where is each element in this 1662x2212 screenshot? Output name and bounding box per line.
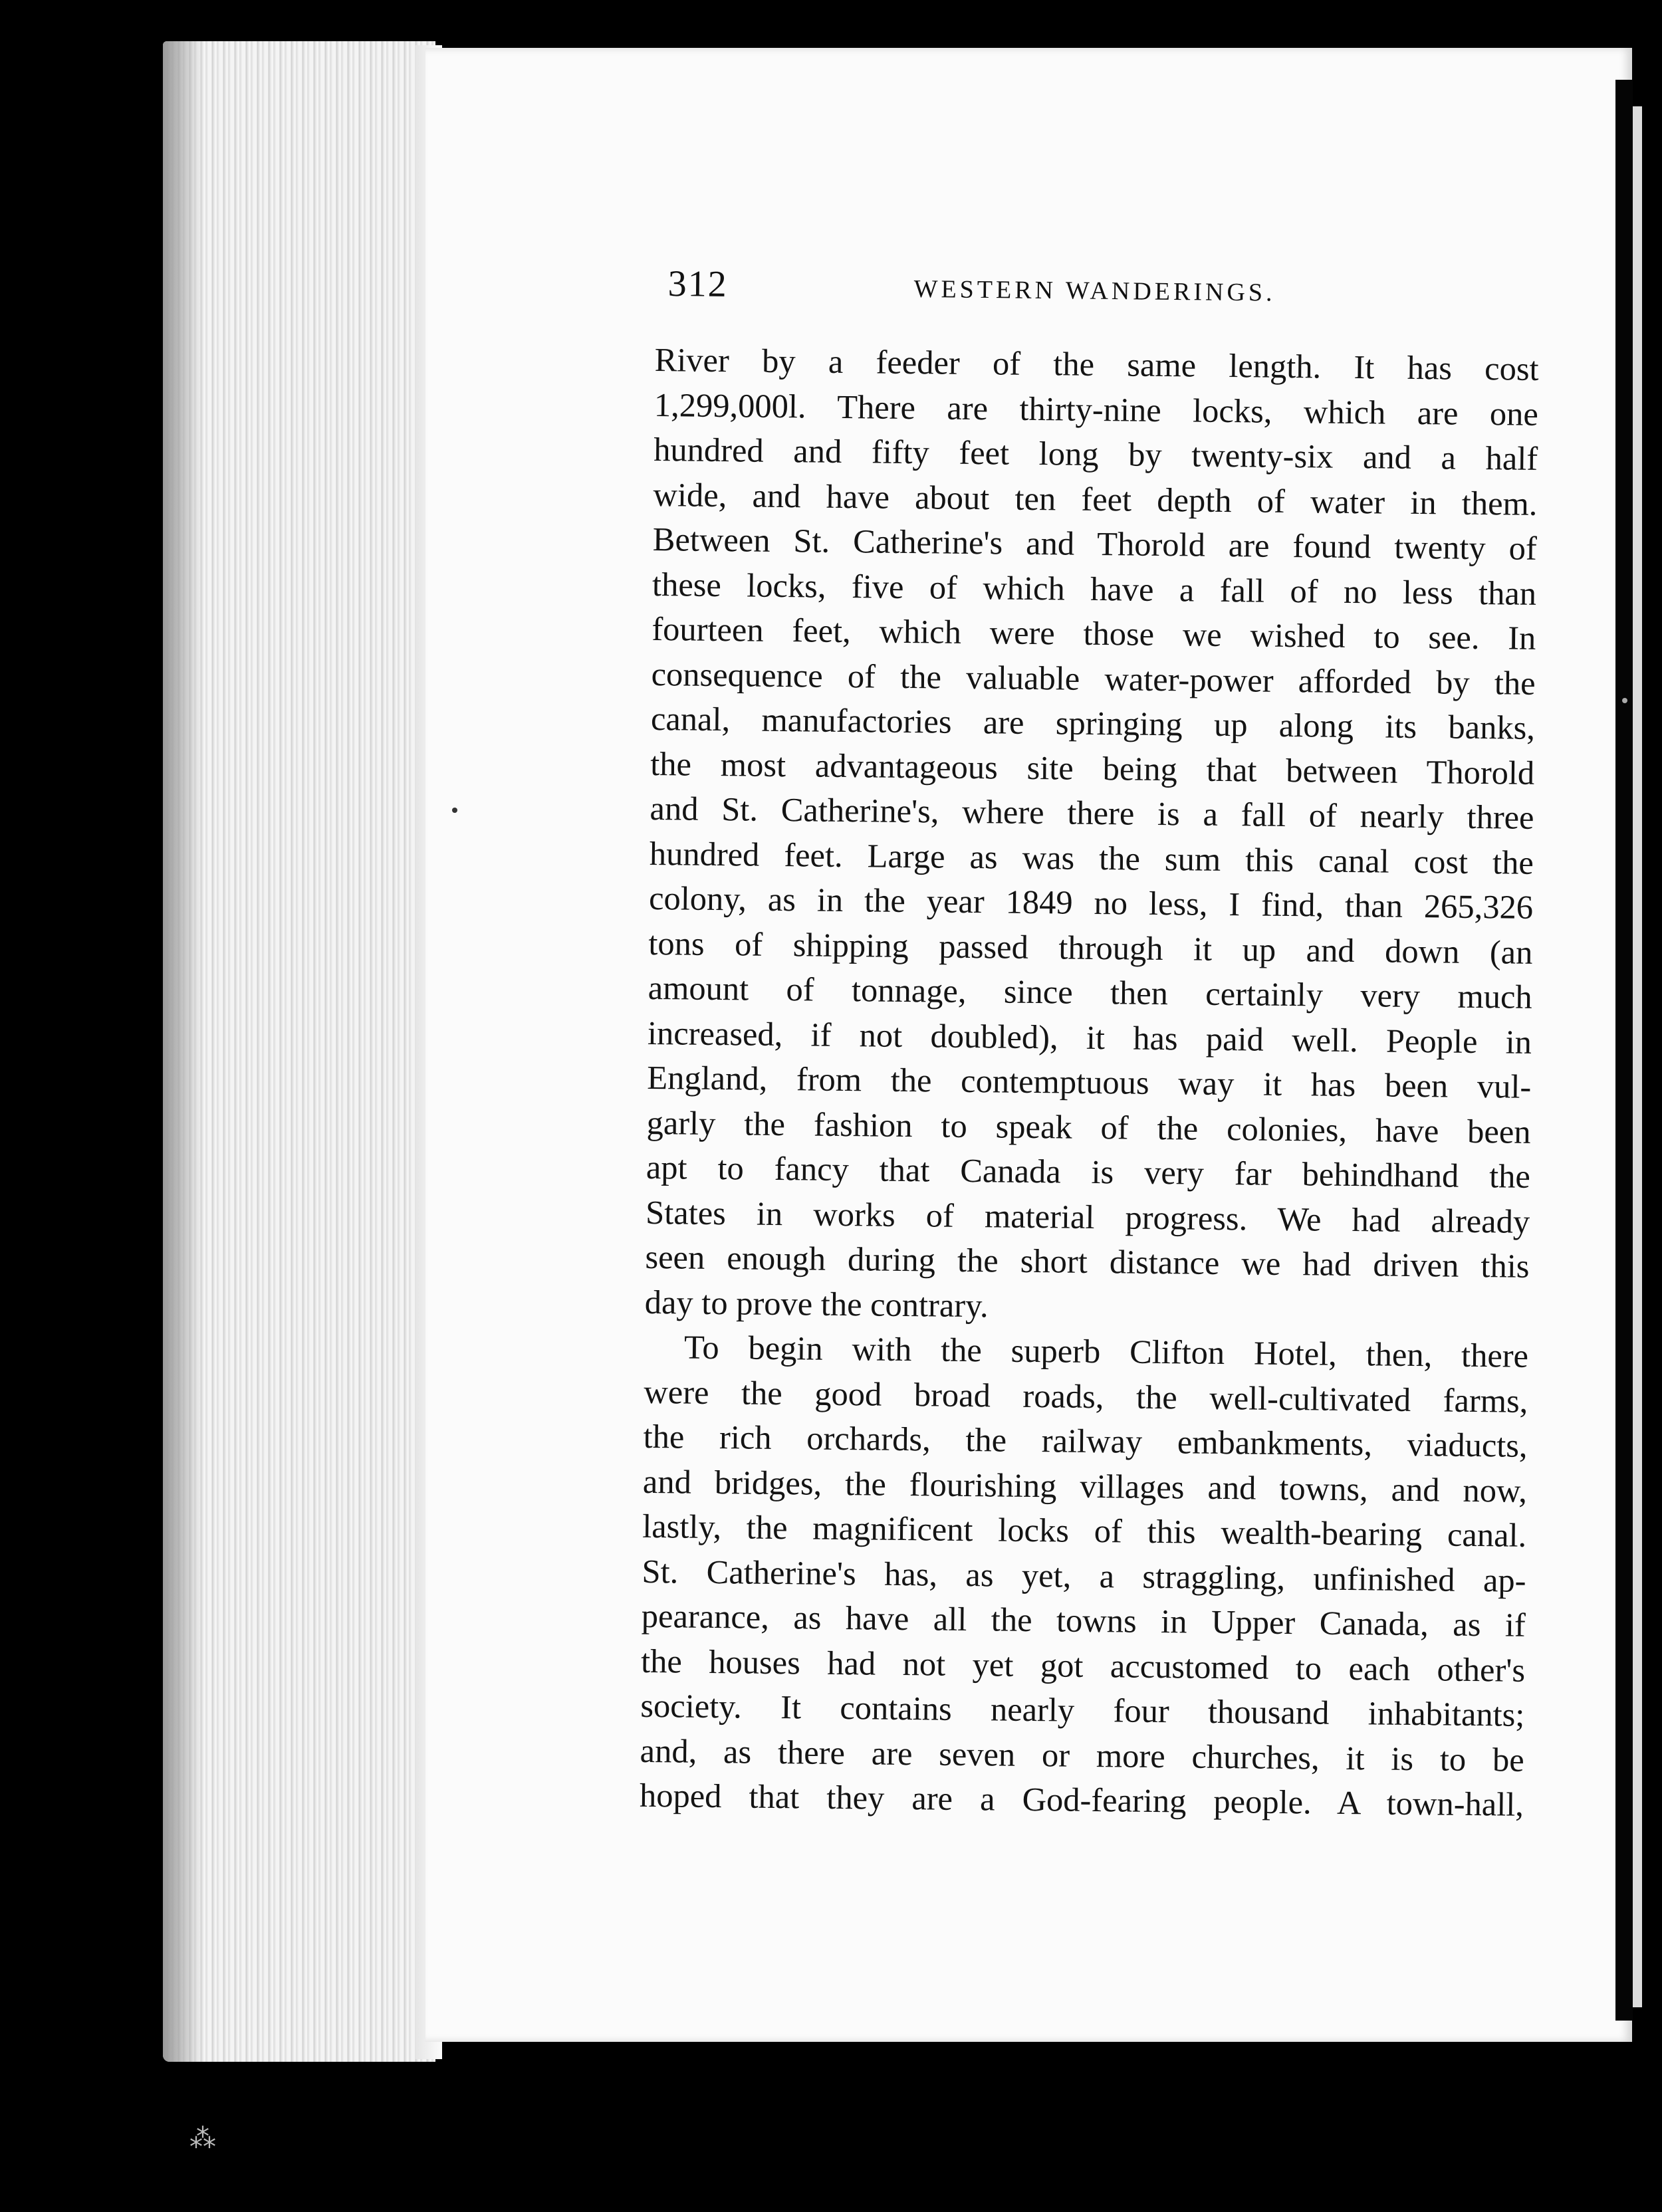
text-line: the rich orchards, the railway embankments, viaducts, [643, 1417, 1528, 1464]
page-edges-shadow [163, 41, 203, 2062]
text-line: hundred feet. Large as was the sum this canal cost the [649, 834, 1534, 881]
text-line: lastly, the magnificent locks of this wealth-bearing canal. [642, 1507, 1527, 1554]
scan-speck [1622, 698, 1627, 703]
text-line: tons of shipping passed through it up and down (an [648, 924, 1533, 971]
text-line: wide, and have about ten feet depth of water in them. [653, 475, 1538, 522]
text-line: pearance, as have all the towns in Upper Canada, as if [641, 1597, 1526, 1644]
text-line: the most advantageous site being that between Thorold [650, 744, 1535, 792]
text-line: St. Catherine's has, as yet, a straggling, unfinished ap- [642, 1552, 1526, 1599]
running-header [667, 263, 1546, 325]
text-line: States in works of material progress. We had already [645, 1193, 1530, 1240]
book-page-edges [163, 41, 435, 2062]
text-line: apt to fancy that Canada is very far behindhand the [646, 1148, 1531, 1195]
text-line: 1,299,000l. There are thirty-nine locks, which are one [653, 386, 1539, 433]
running-title: WESTERN WANDERINGS. [913, 275, 1276, 307]
text-line: these locks, five of which have a fall of no less than [652, 565, 1537, 612]
text-line: the houses had not yet got accustomed to each other's [640, 1642, 1526, 1689]
text-line: England, from the contemptuous way it has been vul- [647, 1058, 1532, 1105]
page-number: 312 [667, 263, 728, 305]
text-line: increased, if not doubled), it has paid well. People in [647, 1014, 1532, 1061]
text-line: hundred and fifty feet long by twenty-six and a half [653, 430, 1538, 477]
scan-mark: ⁂ [189, 2124, 216, 2154]
text-line: and, as there are seven or more churches, it is to be [640, 1731, 1524, 1779]
body-text [640, 338, 1539, 1827]
facing-page-edge [1633, 106, 1642, 2007]
text-line: garly the fashion to speak of the colonies, have been [646, 1103, 1531, 1151]
text-line: colony, as in the year 1849 no less, I find, than 265,326 [648, 879, 1534, 926]
text-line: Between St. Catherine's and Thorold are found twenty of [652, 520, 1538, 567]
text-line: fourteen feet, which were those we wished to see. In [652, 609, 1536, 657]
text-line: amount of tonnage, since then certainly very much [648, 968, 1532, 1016]
paragraph-end-line: day to prove the contrary. [644, 1283, 989, 1324]
text-line: society. It contains nearly four thousand inhabitants; [640, 1686, 1525, 1733]
binding-edge [1615, 80, 1633, 2021]
text-line: and bridges, the flourishing villages and towns, and now, [642, 1462, 1528, 1509]
text-line: were the good broad roads, the well-cultivated farms, [644, 1373, 1528, 1420]
paragraph-start-line: To begin with the superb Clifton Hotel, then, there [683, 1328, 1529, 1375]
text-line: River by a feeder of the same length. It has cost [654, 340, 1539, 387]
text-line: canal, manufactories are springing up along its banks, [650, 699, 1536, 746]
scan-speck [452, 808, 457, 813]
text-line: and St. Catherine's, where there is a fall of nearly three [650, 789, 1534, 836]
text-line: hoped that they are a God-fearing people. A town-hall, [639, 1776, 1524, 1823]
text-line: seen enough during the short distance we had driven this [645, 1238, 1530, 1285]
text-line: consequence of the valuable water-power afforded by the [651, 655, 1536, 702]
